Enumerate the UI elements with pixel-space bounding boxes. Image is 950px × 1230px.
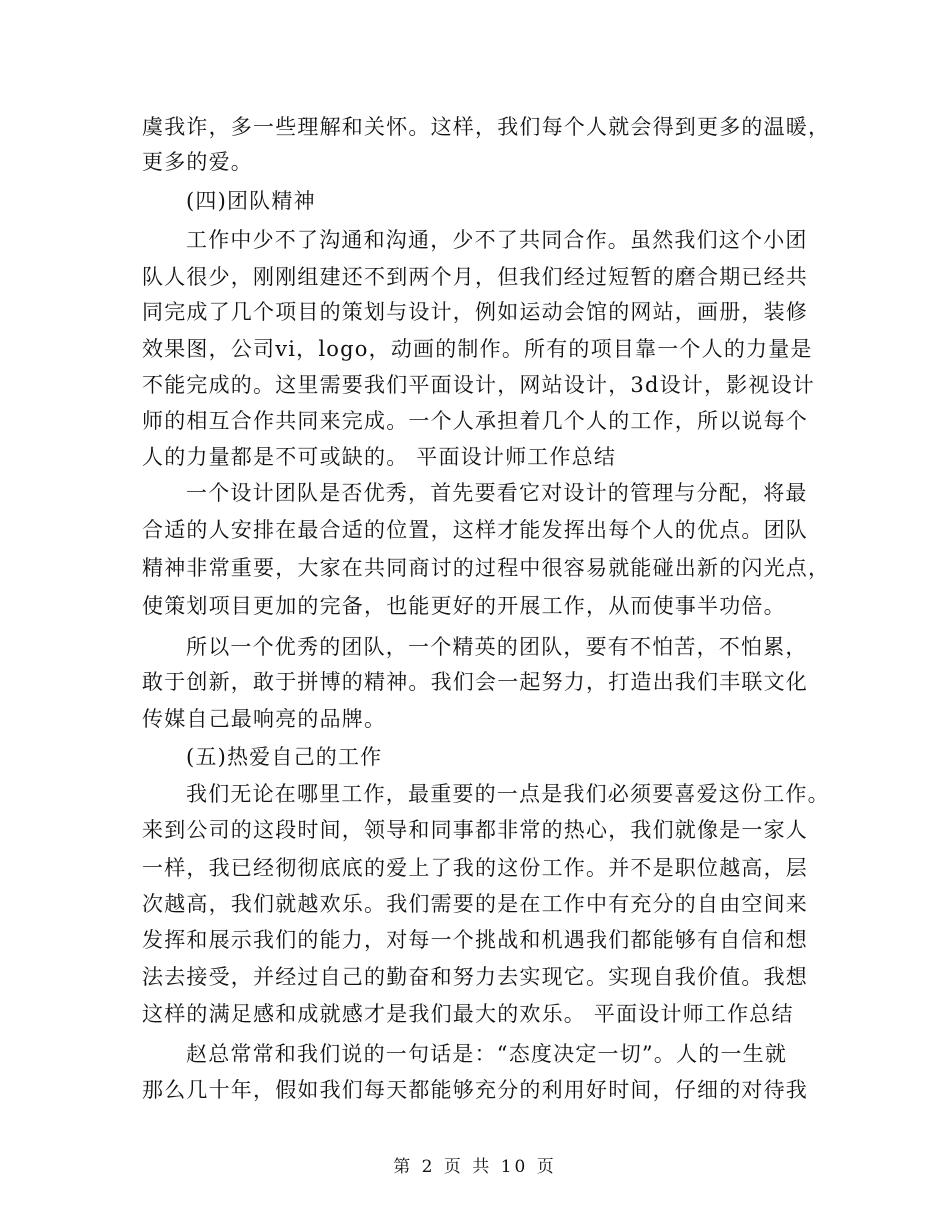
- page-number: 第 2 页 共 10 页: [393, 1157, 557, 1177]
- text-line: 一个设计团队是否优秀，首先要看它对设计的管理与分配，将最: [186, 481, 808, 505]
- text-line: 效果图，公司vi，logo，动画的制作。所有的项目靠一个人的力量是: [142, 337, 813, 361]
- text-line: 次越高，我们就越欢乐。我们需要的是在工作中有充分的自由空间来: [142, 892, 808, 916]
- text-line: 我们无论在哪里工作，最重要的一点是我们必须要喜爱这份工作。: [186, 782, 830, 806]
- text-line: 同完成了几个项目的策划与设计，例如运动会馆的网站，画册，装修: [142, 300, 808, 324]
- section-heading: (四)团队精神: [186, 189, 316, 213]
- text-line: 发挥和展示我们的能力，对每一个挑战和机遇我们都能够有自信和想: [142, 928, 808, 952]
- text-line: 不能完成的。这里需要我们平面设计，网站设计，3d设计，影视设计: [142, 373, 816, 397]
- text-line: 一样，我已经彻彻底底的爱上了我的这份工作。并不是职位越高，层: [142, 856, 808, 880]
- text-line: 更多的爱。: [142, 150, 253, 174]
- text-line: 敢于创新，敢于拼博的精神。我们会一起努力，打造出我们丰联文化: [142, 670, 808, 694]
- text-line: 这样的满足感和成就感才是我们最大的欢乐。 平面设计师工作总结: [142, 1002, 794, 1026]
- text-line: 精神非常重要，大家在共同商讨的过程中很容易就能碰出新的闪光点，: [142, 556, 831, 580]
- text-line: 赵总常常和我们说的一句话是：“态度决定一切”。人的一生就: [186, 1042, 788, 1066]
- text-line: 师的相互合作共同来完成。一个人承担着几个人的工作，所以说每个: [142, 409, 808, 433]
- text-line: 人的力量都是不可或缺的。 平面设计师工作总结: [142, 445, 617, 469]
- text-line: 传媒自己最响亮的品牌。: [142, 707, 387, 731]
- text-line: 所以一个优秀的团队，一个精英的团队，要有不怕苦，不怕累，: [186, 635, 808, 659]
- text-line: 使策划项目更加的完备，也能更好的开展工作，从而使事半功倍。: [142, 594, 786, 618]
- text-line: 来到公司的这段时间，领导和同事都非常的热心，我们就像是一家人: [142, 818, 808, 842]
- text-line: 合适的人安排在最合适的位置，这样才能发挥出每个人的优点。团队: [142, 518, 808, 542]
- text-line: 队人很少，刚刚组建还不到两个月，但我们经过短暂的磨合期已经共: [142, 265, 808, 289]
- text-line: 法去接受，并经过自己的勤奋和努力去实现它。实现自我价值。我想: [142, 965, 808, 989]
- text-line: 那么几十年，假如我们每天都能够充分的利用好时间，仔细的对待我: [142, 1078, 808, 1102]
- text-line: 工作中少不了沟通和沟通，少不了共同合作。虽然我们这个小团: [186, 228, 808, 252]
- section-heading: (五)热爱自己的工作: [186, 745, 383, 769]
- text-line: 虞我诈，多一些理解和关怀。这样，我们每个人就会得到更多的温暖，: [142, 115, 831, 139]
